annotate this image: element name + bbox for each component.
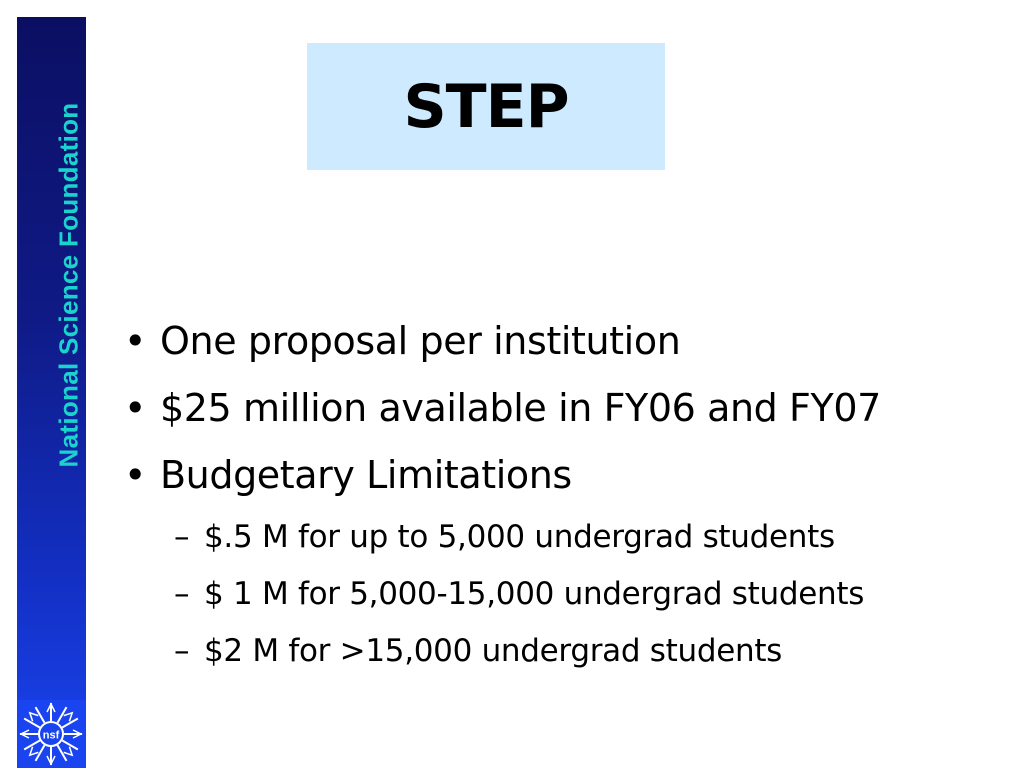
bullet-marker: • xyxy=(124,386,147,430)
sidebar-organization-name: National Science Foundation xyxy=(53,102,84,468)
title-box xyxy=(307,43,665,170)
sub-bullet-marker: – xyxy=(174,576,190,612)
sub-bullet-marker: – xyxy=(174,633,190,669)
bullet-item xyxy=(122,308,1002,375)
bullet-item xyxy=(122,375,1002,442)
nsf-logo xyxy=(17,700,86,768)
sub-bullet-marker: – xyxy=(174,519,190,555)
sub-bullet-item xyxy=(122,623,1002,680)
sidebar xyxy=(17,17,86,768)
bullet-text: Budgetary Limitations xyxy=(160,453,572,497)
bullet-text: One proposal per institution xyxy=(160,319,681,363)
sub-bullet-text: $2 M for >15,000 undergrad students xyxy=(204,633,783,669)
bullet-list xyxy=(122,308,1002,680)
sub-bullet-item xyxy=(122,566,1002,623)
bullet-item xyxy=(122,442,1002,509)
bullet-marker: • xyxy=(124,319,147,363)
nsf-logo-text: nsf xyxy=(42,729,60,742)
slide-title: STEP xyxy=(403,71,569,142)
nsf-logo-icon xyxy=(17,700,86,768)
sub-bullet-text: $ 1 M for 5,000-15,000 undergrad students xyxy=(204,576,865,612)
sub-bullet-item xyxy=(122,509,1002,566)
sub-bullet-text: $.5 M for up to 5,000 undergrad students xyxy=(204,519,835,555)
bullet-text: $25 million available in FY06 and FY07 xyxy=(160,386,881,430)
bullet-marker: • xyxy=(124,453,147,497)
